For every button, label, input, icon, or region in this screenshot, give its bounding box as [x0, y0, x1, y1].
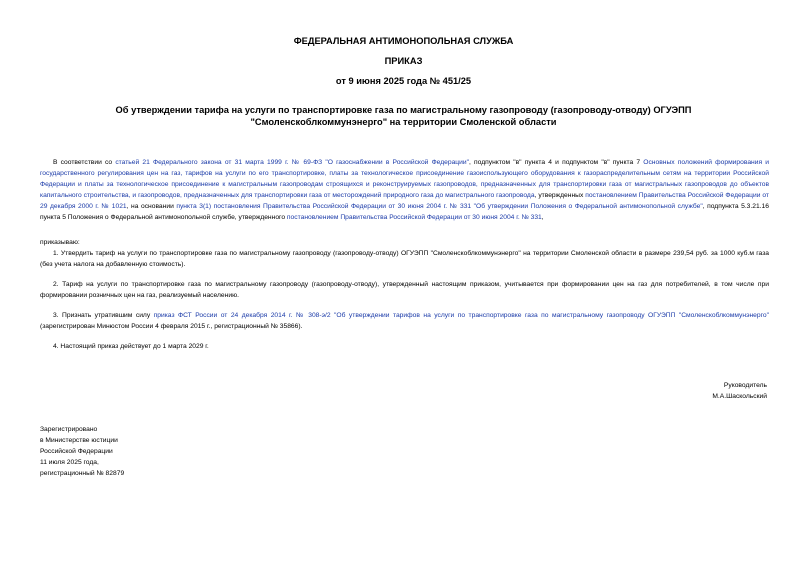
orders-word: приказываю: — [40, 239, 80, 246]
preamble-text-4: , на основании — [126, 203, 177, 210]
signature-position: Руководитель — [723, 382, 767, 389]
signature-name: М.А.Шаскольский — [712, 393, 767, 400]
government-decree-331-link[interactable]: постановлением Правительства Российской Федерации от 30 июня 2004 г. № 331 — [286, 214, 542, 221]
item-1: 1. Утвердить тариф на услуги по транспортировке газа по магистральному газопроводу (газопроводу-отводу) ОГУЭПП "Смоленскоблкоммунэнерго" на территории Смоленской области в размере 239,54 руб. за 1000 куб.м газа (без учета налога на добавленную стоимость). — [40, 250, 769, 268]
preamble-text-5: , подпункта 5.3.21.16 пункта 5 Положения о Федеральной антимонопольной службе, утвержденного — [40, 203, 769, 221]
registration-line-1: Зарегистрировано — [40, 426, 98, 433]
preamble-text-3: , утвержденных — [534, 192, 586, 199]
government-decree-1021-link[interactable]: постановлением Правительства Российской Федерации от 29 декабря 2000 г. № 1021 — [40, 192, 769, 210]
document-date-number: от 9 июня 2025 года № 451/25 — [335, 76, 472, 86]
registration-line-2: в Министерстве юстиции — [40, 437, 118, 444]
item-2: 2. Тариф на услуги по транспортировке газа по магистральному газопроводу (газопроводу-отводу), утвержденный настоящим приказом, учитывается при формировании цен на газ для потребителей, в том числе при формировании розничных цен на газ, реализуемый населению. — [40, 281, 769, 299]
document-type: ПРИКАЗ — [384, 56, 423, 66]
item-4: 4. Настоящий приказ действует до 1 марта 2029 г. — [53, 343, 209, 350]
document-title: Об утверждении тарифа на услуги по транспортировке газа по магистральному газопроводу (газопроводу-отводу) ОГУЭПП "Смоленскоблкоммунэнерго" на территории Смоленской области — [115, 105, 692, 127]
federal-law-link[interactable]: статьей 21 Федерального закона от 31 марта 1999 г. № 69-ФЗ "О газоснабжении в Российской Федерации" — [115, 159, 469, 166]
registration-block — [40, 424, 240, 479]
basic-provisions-link[interactable]: Основных положений формирования и государственного регулирования цен на газ, тарифов на услуги по его транспортировке, платы за технологическое присоединение газоиспользующего оборудования к газораспределительным сетям на территории Российской Федерации и платы за технологическое присоединение к магистральным газопроводам строящихся и реконструируемых газопроводов, предназначенных для транспортировки газа от магистральных газопроводов до объектов капитального строительства, и газопроводов, предназначенных для транспортировки газа от месторождений природного газа до магистрального газопровода — [40, 159, 770, 199]
item-3-prefix: 3. Признать утратившим силу — [53, 312, 154, 319]
preamble-text-2: , подпунктом "в" пункта 4 и подпунктом "в" пункта 7 — [468, 159, 644, 166]
agency-name: ФЕДЕРАЛЬНАЯ АНТИМОНОПОЛЬНАЯ СЛУЖБА — [293, 36, 514, 46]
registration-line-4: 11 июля 2025 года, — [40, 459, 99, 466]
item-3 — [40, 310, 769, 332]
item-3-suffix: (зарегистрирован Минюстом России 4 февраля 2015 г., регистрационный № 35866). — [40, 323, 303, 330]
registration-line-3: Российской Федерации — [40, 448, 113, 455]
government-decree-331-point-link[interactable]: пункта 3(1) постановления Правительства Российской Федерации от 30 июня 2004 г. № 331 "Об утверждении Положения о Федеральной антимонопольной службе" — [176, 203, 703, 210]
signature-block — [712, 380, 767, 402]
preamble-text-1: В соответствии со — [53, 159, 116, 166]
registration-line-5: регистрационный № 82879 — [40, 470, 125, 477]
fst-order-link[interactable]: приказ ФСТ России от 24 декабря 2014 г. № 308-э/2 "Об утверждении тарифов на услуги по транспортировке газа по магистральному газопроводу ОГУЭПП "Смоленскоблкоммунэнерго" — [153, 312, 769, 319]
preamble-text-6: , — [541, 214, 544, 221]
preamble-paragraph — [40, 157, 769, 223]
